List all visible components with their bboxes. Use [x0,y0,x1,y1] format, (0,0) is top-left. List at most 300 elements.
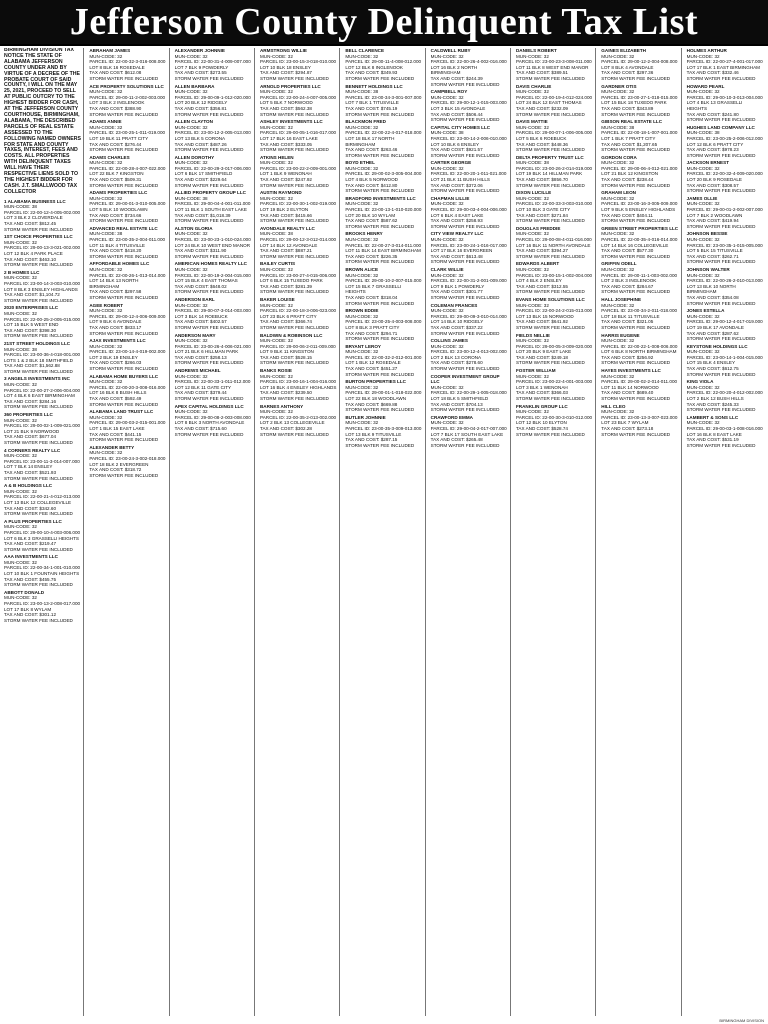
owner-name: A & B HOLDINGS LLC [4,483,53,489]
entry-detail-line: LOT 8 BLK 16 ROSEDALE [89,64,145,70]
entry-detail-line: MUN-CODE: 32 [430,384,464,390]
page-title: Jefferson County Delinquent Tax List [69,1,699,43]
entry-detail-line: PARCEL ID: 22-00-26-4-002-016.000 [430,59,507,65]
owner-name: AMERICAN HOMES REALTY LLC [174,261,247,267]
entry-detail-line: MUN-CODE: 38 [259,231,293,237]
tax-listing-entry [687,267,764,306]
entry-detail-line: TAX AND COST: $562.38 [259,105,312,111]
entry-detail-line: MUN-CODE: 32 [259,266,293,272]
entry-detail-line: STORM WATER FEE INCLUDED [89,182,159,188]
entry-detail-line: STORM WATER FEE INCLUDED [345,407,415,413]
entry-detail-line: MUN-CODE: 32 [515,373,549,379]
entry-detail-line: PARCEL ID: 22-00-20-1-011-021.000 [430,171,507,177]
entry-detail-line: TAX AND COST: $1,018.39 [174,212,231,218]
entry-detail-line: MUN-CODE: 32 [89,414,123,420]
entry-detail-line: STORM WATER FEE INCLUDED [515,75,585,81]
entry-detail-line: TAX AND COST: $337.22 [430,324,483,330]
entry-detail-line: MUN-CODE: 32 [345,237,379,242]
owner-name: JACKSON ERNEST [686,160,729,166]
entry-detail-line: STORM WATER FEE INCLUDED [515,324,585,330]
entry-detail-line: STORM WATER FEE INCLUDED [89,330,159,336]
entry-detail-line: TAX AND COST: $833.17 [89,324,142,330]
owner-name: DOUGLAS FREDDIE [515,225,561,231]
tax-listing-entry [687,379,764,413]
entry-detail-line: PARCEL ID: 22-00-27-2-006-004.000 [4,387,81,393]
entry-detail-line: LOT 3 BLK 2 CLOVERDALE [4,215,63,221]
tax-listing-entry [175,226,252,260]
entry-detail-line: PARCEL ID: 23-00-35-1-015-005.000 [686,242,763,248]
owner-name: BURTON PROPERTIES LLC [345,379,406,385]
tax-listing-entry [601,404,678,438]
entry-detail-line: LOT 18 BLK 5 SMITHFIELD [430,396,489,402]
footer-mark: BIRMINGHAM DIVISION [719,1018,764,1023]
entry-detail-line: PARCEL ID: 22-00-30-1-002-019.000 [259,201,337,207]
entry-detail-line: STORM WATER FEE INCLUDED [601,182,671,188]
tax-listing-entry [345,267,422,306]
entry-detail-line: LOT 6 BLK 15 TUXEDO PARK [259,278,323,284]
entry-detail-line: PARCEL ID: 23-00-12-2-005-013.000 [174,130,251,136]
entry-detail-line: LOT 8 BLK 3 NORTH AVONDALE [174,420,245,426]
entry-detail-line: TAX AND COST: $689.40 [601,390,654,396]
entry-detail-line: STORM WATER FEE INCLUDED [4,404,73,410]
entry-detail-line: PARCEL ID: 29-00-10-2-007-015.000 [345,278,422,284]
owner-name: BELL CLARENCE [345,48,385,53]
entry-detail-line: LOT 19 BLK 17 AVONDALE [686,324,744,330]
owner-name: HUGHES LAND COMPANY LLC [686,124,755,130]
owner-name: DANIELS ROBERT [515,48,557,53]
entry-detail-line: LOT 12 BLK 8 INGLENOOK [345,64,403,70]
entry-detail-line: PARCEL ID: 29-00-12-3-012-014.000 [259,237,337,242]
entry-detail-line: PARCEL ID: 29-00-04-4-001-011.000 [174,201,251,207]
owner-name: GORDON CORA [601,154,637,160]
entry-detail-line: TAX AND COST: $354.08 [686,294,739,300]
entry-detail-line: PARCEL ID: 22-00-25-2-005-015.000 [4,316,81,322]
entry-detail-line: PARCEL ID: 22-00-28-4-007-022.000 [89,165,166,171]
entry-detail-line: TAX AND COST: $349.93 [345,70,398,76]
entry-detail-line: STORM WATER FEE INCLUDED [174,289,244,295]
owner-name: ALABAMA LAND TRUST LLC [89,409,154,415]
owner-name: GARDNER OTIS [601,83,637,89]
entry-detail-line: PARCEL ID: 29-00-10-4-003-006.000 [4,529,81,535]
entry-detail-line: TAX AND COST: $265.48 [430,437,483,443]
entry-detail-line: STORM WATER FEE INCLUDED [345,152,415,158]
tax-listing-entry [89,409,166,443]
tax-listing-entry [4,270,81,304]
entry-detail-line: STORM WATER FEE INCLUDED [686,223,756,229]
entry-detail-line: TAX AND COST: $258.93 [430,218,483,224]
entry-detail-line: TAX AND COST: $677.04 [4,434,56,440]
entry-detail-line: PARCEL ID: 23-00-16-3-005-009.000 [601,201,678,207]
entry-detail-line: MUN-CODE: 32 [601,266,635,272]
entry-detail-line: LOT 3 BLK 1 WENONAH [515,384,568,390]
tax-listing-entry [601,297,678,331]
owner-name: KEYSTONE HOLDINGS LLC [686,343,748,349]
entry-detail-line: PARCEL ID: 29-00-02-3-005-004.000 [345,171,422,177]
owner-name: CAMPBELL ROY [430,89,468,95]
entry-detail-line: MUN-CODE: 32 [515,338,549,344]
tax-listing-entry [345,84,422,118]
owner-name: ANDERSON EARL [174,296,215,302]
owner-name: GRIFFIN ODELL [601,261,637,267]
tax-notice-intro: BIRMINGHAM DIVISION TAX NOTICE THE STATE OF ALABAMA JEFFERSON COUNTY UNDER AND BY VIRTUE OF A DECREE OF THE PROBATE COURT OF SAID COUNTY, I WILL ON THE MAY 25, 2021, PROCEED TO SELL AT PUBLIC OUTCRY TO THE HIGHEST BIDDER FOR CASH, AT THE JEFFERSON COUNTY COURTHOUSE, BIRMINGHAM, ALABAMA, THE DESCRIBED PARCELS OF REAL ESTATE ASSESSED TO THE FOLLOWING NAMED OWNERS FOR STATE AND COUNTY TAXES, INTEREST, FEES AND COSTS. ALL PROPERTIES WITH DELINQUENT TAXES WILL HAVE THEIR RESPECTIVE LIENS SOLD TO THE HIGHEST BIDDER FOR CASH. J.T. SMALLWOOD TAX COLLECTOR [4,48,81,195]
entry-detail-line: MUN-CODE: 32 [345,201,379,207]
entry-detail-line: TAX AND COST: $388.90 [89,105,142,111]
entry-detail-line: STORM WATER FEE INCLUDED [4,297,73,303]
entry-detail-line: LOT 17 BLK 1 EAST BIRMINGHAM [686,64,760,70]
entry-detail-line: PARCEL ID: 22-00-33-1-011-012.000 [174,379,251,385]
entry-detail-line: MUN-CODE: 32 [686,53,720,59]
entry-detail-line: STORM WATER FEE INCLUDED [174,360,244,366]
entry-detail-line: LOT 17 BLK 16 EAST LAKE [259,135,318,141]
entry-detail-line: STORM WATER FEE INCLUDED [430,259,500,265]
entry-detail-line: LOT 16 BLK 4 ENSLEY HIGHLANDS [259,384,337,390]
column-5 [343,48,425,1016]
entry-detail-line: STORM WATER FEE INCLUDED [601,431,671,437]
entry-detail-line: LOT 4 BLK 13 GRASSELLI HEIGHTS [686,100,743,111]
owner-name: ANDREWS MICHAEL [174,368,221,374]
entry-detail-line: TAX AND COST: $271.84 [515,212,568,218]
entry-detail-line: MUN-CODE: 38 [174,195,208,201]
entry-detail-line: PARCEL ID: 22-00-31-2-001-009.000 [430,278,507,284]
owner-name: HAYES INVESTMENTS LLC [601,368,661,374]
entry-detail-line: STORM WATER FEE INCLUDED [259,111,329,117]
entry-detail-line: MUN-CODE: 32 [174,160,208,166]
tax-listing-entry [260,48,337,82]
owner-name: DAVIS MATTIE [515,119,548,125]
tax-listing-entry [175,155,252,189]
entry-detail-line: LOT 1 BLK 15 EAST LAKE [89,426,145,431]
tax-listing-entry [431,89,508,123]
entry-detail-line: LOT 3 BLK 14 ROEBUCK [174,313,228,319]
tax-listing-entry [89,190,166,224]
entry-detail-line: MUN-CODE: 32 [686,313,720,319]
owner-name: GAINES ELIZABETH [601,48,646,53]
entry-detail-line: LOT 10 BLK 1 FOUNTAIN HEIGHTS [4,571,80,577]
column-1 [2,48,84,1016]
entry-detail-line: PARCEL ID: 29-00-10-3-013-004.000 [686,94,763,100]
entry-detail-line: MUN-CODE: 38 [89,231,123,237]
owner-name: ALABAMA HOME BUYERS LLC [89,373,159,379]
entry-detail-line: PARCEL ID: 22-00-19-2-004-015.000 [174,272,251,278]
owner-name: AUSTIN RAYMOND [259,190,302,196]
entry-detail-line: PARCEL ID: 29-00-12-4-006-009.000 [89,313,166,319]
entry-detail-line: TAX AND COST: $229.64 [174,177,227,183]
entry-detail-line: STORM WATER FEE INCLUDED [259,147,329,153]
entry-detail-line: STORM WATER FEE INCLUDED [259,360,329,366]
entry-detail-line: PARCEL ID: 23-00-24-3-002-018.000 [89,455,166,461]
entry-detail-line: MUN-CODE: 32 [259,160,293,166]
entry-detail-line: PARCEL ID: 22-00-30-3-010-012.000 [515,414,593,420]
entry-detail-line: PARCEL ID: 23-00-25-2-006-012.000 [686,135,763,141]
entry-detail-line: TAX AND COST: $412.80 [345,182,398,188]
entry-detail-line: TAX AND COST: $669.88 [345,401,398,407]
owner-name: AAA INVESTMENTS LLC [4,554,58,560]
entry-detail-line: PARCEL ID: 22-00-24-2-015-013.000 [515,308,593,314]
entry-detail-line: LOT 7 BLK 9 POWDERLY [174,64,229,70]
tax-listing-entry [4,412,81,446]
entry-detail-line: STORM WATER FEE INCLUDED [259,289,329,295]
entry-detail-line: LOT 11 BLK 14 NORWOOD [601,384,659,390]
entry-detail-line: MUN-CODE: 32 [430,201,464,207]
entry-detail-line: STORM WATER FEE INCLUDED [174,75,244,81]
tax-listing-entry [260,368,337,402]
entry-detail-line: STORM WATER FEE INCLUDED [174,324,244,330]
entry-detail-line: STORM WATER FEE INCLUDED [430,294,500,300]
entry-detail-line: MUN-CODE: 32 [515,266,549,272]
entry-detail-line: PARCEL ID: 22-00-12-4-005-002.000 [4,209,81,215]
tax-listing-entry [4,305,81,339]
entry-detail-line: MUN-CODE: 32 [259,89,293,95]
entry-detail-line: MUN-CODE: 32 [89,308,123,314]
tax-listing-entry [601,190,678,224]
entry-detail-line: STORM WATER FEE INCLUDED [89,294,159,300]
entry-detail-line: MUN-CODE: 32 [686,237,720,242]
entry-detail-line: TAX AND COST: $521.93 [4,469,56,475]
tax-listing-entry [260,404,337,438]
entry-detail-line: STORM WATER FEE INCLUDED [174,218,244,224]
entry-detail-line: TAX AND COST: $455.75 [4,576,56,582]
tax-listing-entry [260,190,337,224]
entry-detail-line: PARCEL ID: 22-00-32-2-012-001.000 [345,354,422,360]
entry-detail-line: LOT 2 BLK 12 BUSH HILLS [686,396,744,402]
entry-detail-line: PARCEL ID: 29-00-07-1-006-005.000 [515,130,593,136]
entry-detail-line: TAX AND COST: $308.57 [686,182,739,188]
entry-detail-line: TAX AND COST: $715.60 [174,426,227,431]
entry-detail-line: LOT 14 BLK 16 COLLEGEVILLE [601,242,669,248]
owner-name: HARRIS EUGENE [601,332,640,338]
entry-detail-line: LOT 7 BLK 17 SOUTH EAST LAKE [430,431,504,437]
tax-listing-entry [89,374,166,408]
entry-detail-line: TAX AND COST: $321.05 [601,319,654,325]
entry-detail-line: TAX AND COST: $258.13 [174,354,227,360]
owner-name: 1ST CHOICE PROPERTIES LLC [4,234,73,240]
entry-detail-line: PARCEL ID: 23-00-11-3-014-007.000 [4,458,80,464]
entry-detail-line: PARCEL ID: 23-00-23-1-010-024.000 [174,237,251,242]
entry-detail-line: PARCEL ID: 29-00-06-2-011-009.000 [259,343,336,349]
entry-detail-line: MUN-CODE: 32 [430,94,464,100]
entry-detail-line: STORM WATER FEE INCLUDED [430,407,500,413]
entry-detail-line: MUN-CODE: 38 [686,130,720,136]
owner-name: AJAX INVESTMENTS LLC [89,338,146,344]
entry-detail-line: STORM WATER FEE INCLUDED [515,218,585,224]
entry-detail-line: TAX AND COST: $379.44 [174,390,227,396]
entry-detail-line: PARCEL ID: 22-00-35-2-013-002.000 [259,414,337,420]
entry-detail-line: MUN-CODE: 32 [686,89,720,95]
tax-listing-entry [431,374,508,413]
owner-name: ARMSTRONG WILLIE [259,48,307,53]
tax-listing-entry [89,445,166,479]
entry-detail-line: LOT 10 BLK 18 ENSLEY [259,64,311,70]
entry-detail-line: PARCEL ID: 22-00-33-3-003-010.000 [515,201,593,207]
entry-detail-line: TAX AND COST: $451.27 [345,366,398,372]
owner-name: JOHNSON WALTER [686,266,730,272]
entry-detail-line: MUN-CODE: 32 [259,409,293,415]
entry-detail-line: MUN-CODE: 38 [515,160,549,166]
owner-name: BROWN EDDIE [345,308,379,314]
entry-detail-line: STORM WATER FEE INCLUDED [345,188,415,194]
owner-name: CRAWFORD EMMA [430,414,474,420]
entry-detail-line: MUN-CODE: 38 [4,346,37,352]
entry-detail-line: STORM WATER FEE INCLUDED [345,336,415,342]
entry-detail-line: STORM WATER FEE INCLUDED [345,371,415,377]
entry-detail-line: STORM WATER FEE INCLUDED [4,262,73,268]
entry-detail-line: MUN-CODE: 32 [4,382,37,388]
entry-detail-line: TAX AND COST: $287.15 [345,437,398,443]
entry-detail-line: LOT 12 BLK 4 PARK PLACE [4,251,63,256]
entry-detail-line: MUN-CODE: 32 [4,239,37,245]
entry-detail-line: TAX AND COST: $448.36 [515,141,568,147]
entry-detail-line: MUN-CODE: 32 [174,338,208,344]
entry-detail-line: LOT 16 BLK 8 BUSH HILLS [89,390,147,396]
tax-listing-entry [175,368,252,402]
entry-detail-line: PARCEL ID: 23-00-13-1-010-020.000 [345,207,422,213]
tax-listing-entry [687,308,764,342]
entry-detail-line: LOT 7 BLK 1 TITUSVILLE [345,100,399,106]
entry-detail-line: TAX AND COST: $812.45 [4,221,56,227]
owner-name: ALLEN BARBARA [174,83,215,89]
entry-detail-line: PARCEL ID: 22-00-22-1-008-006.000 [601,343,678,349]
entry-detail-line: TAX AND COST: $318.72 [89,467,142,473]
entry-detail-line: PARCEL ID: 29-00-13-3-021-002.000 [4,245,81,251]
entry-detail-line: LOT 14 BLK 10 RIDGELY [430,319,484,325]
entry-detail-line: STORM WATER FEE INCLUDED [686,371,756,377]
owner-name: DIXON LUCILLE [515,190,552,196]
entry-detail-line: TAX AND COST: $276.44 [89,141,142,147]
entry-detail-line: TAX AND COST: $415.66 [259,212,312,218]
entry-detail-line: MUN-CODE: 38 [601,124,635,130]
entry-detail-line: STORM WATER FEE INCLUDED [515,253,585,259]
entry-detail-line: MUN-CODE: 32 [174,124,208,130]
entry-detail-line: PARCEL ID: 29-00-09-1-012-020.000 [174,94,251,100]
entry-detail-line: PARCEL ID: 23-00-25-1-011-019.000 [89,130,166,136]
entry-detail-line: MUN-CODE: 32 [4,524,37,530]
entry-detail-line: TAX AND COST: $239.50 [259,390,312,396]
entry-detail-line: MUN-CODE: 32 [601,89,635,95]
entry-detail-line: PARCEL ID: 29-00-01-2-002-007.000 [686,207,763,213]
entry-detail-line: LOT 9 BLK 11 KINGSTON [259,349,314,355]
entry-detail-line: LOT 13 BLK 9 TITUSVILLE [345,431,402,437]
owner-name: APEX CAPITAL HOLDINGS LLC [174,403,244,409]
owner-name: FOSTER WILLIAM [515,368,556,374]
owner-name: CALDWELL RUBY [430,48,471,53]
owner-name: ARNOLD PROPERTIES LLC [259,83,321,89]
entry-detail-line: MUN-CODE: 32 [345,165,379,171]
tax-listing-entry [345,415,422,449]
tax-listing-entry [431,125,508,159]
tax-listing-entry [516,84,593,118]
entry-detail-line: STORM WATER FEE INCLUDED [430,223,500,229]
entry-detail-line: MUN-CODE: 32 [430,165,464,171]
tax-listing-entry [260,226,337,260]
entry-detail-line: TAX AND COST: $241.80 [686,111,739,117]
owner-name: JOHNSON BESSIE [686,231,728,237]
entry-detail-line: MUN-CODE: 32 [4,275,37,281]
entry-detail-line: LOT 5 BLK 6 ROEBUCK [515,135,567,141]
owner-name: CAPITAL CITY HOMES LLC [430,124,491,130]
entry-detail-line: TAX AND COST: $856.70 [515,177,568,183]
entry-detail-line: STORM WATER FEE INCLUDED [259,431,329,437]
entry-detail-line: PARCEL ID: 22-00-18-3-006-023.000 [259,308,337,314]
entry-detail-line: LOT 1 BLK 12 ROSEDALE [345,360,401,366]
tax-listing-entry [4,234,81,268]
entry-detail-line: MUN-CODE: 32 [174,409,208,415]
entry-detail-line: LOT 8 BLK 3 PRATT CITY [345,324,400,330]
entry-detail-line: LOT 5 BLK 7 NORWOOD [259,100,313,106]
owner-name: ADAMS CHARLES [89,154,130,160]
entry-detail-line: PARCEL ID: 22-00-21-4-012-013.000 [4,494,81,500]
entry-detail-line: TAX AND COST: $463.10 [4,256,56,262]
entry-detail-line: LOT 15 BLK 18 TUXEDO PARK [601,100,667,106]
entry-detail-line: LOT 9 BLK 6 AVONDALE [89,319,142,325]
tax-listing-entry [431,231,508,265]
tax-listing-entry [431,196,508,230]
entry-detail-line: TAX AND COST: $343.89 [601,105,654,111]
entry-detail-line: TAX AND COST: $294.87 [259,70,312,76]
tax-listing-entry [89,119,166,153]
entry-detail-line: PARCEL ID: 22-00-18-1-007-001.000 [601,130,678,136]
entry-detail-line: PARCEL ID: 29-00-03-1-008-016.000 [686,426,763,431]
entry-detail-line: LOT 2 BLK 13 COLLEGEVILLE [259,420,325,426]
entry-detail-line: TAX AND COST: $418.20 [89,248,142,254]
entry-detail-line: TAX AND COST: $402.57 [174,319,227,325]
entry-detail-line: PARCEL ID: 23-00-27-4-015-006.000 [259,272,337,278]
entry-detail-line: STORM WATER FEE INCLUDED [259,396,329,402]
owner-name: FRANKLIN GROUP LLC [515,403,568,409]
entry-detail-line: STORM WATER FEE INCLUDED [4,226,73,232]
entry-detail-line: LOT 14 BLK 13 NORTH BIRMINGHAM [89,278,139,289]
entry-detail-line: LOT 13 BLK 5 CORONA [174,135,226,141]
entry-detail-line: STORM WATER FEE INCLUDED [601,147,671,153]
entry-detail-line: TAX AND COST: $287.62 [686,330,739,336]
entry-detail-line: MUN-CODE: 32 [345,420,379,426]
entry-detail-line: TAX AND COST: $249.18 [515,354,568,360]
entry-detail-line: PARCEL ID: 29-00-11-2-002-003.000 [89,94,166,100]
entry-detail-line: TAX AND COST: $978.23 [686,147,739,153]
entry-detail-line: STORM WATER FEE INCLUDED [345,75,415,81]
entry-detail-line: PARCEL ID: 22-00-29-3-017-006.000 [174,165,251,171]
tax-listing-entry [260,297,337,331]
tax-listing-entry [260,333,337,367]
entry-detail-line: STORM WATER FEE INCLUDED [686,188,756,194]
entry-detail-line: LOT 18 BLK 17 NORTH BIRMINGHAM [345,135,395,147]
entry-detail-line: MUN-CODE: 32 [259,124,293,130]
tax-listing-entry [89,226,166,260]
entry-detail-line: LOT 8 BLK 3 ENSLEY HIGHLANDS [4,286,78,292]
entry-detail-line: PARCEL ID: 22-00-27-4-001-017.000 [686,59,763,65]
column-2 [87,48,169,1016]
entry-detail-line: STORM WATER FEE INCLUDED [686,152,756,158]
tax-listing-entry [175,297,252,331]
entry-detail-line: TAX AND COST: $301.77 [430,289,483,295]
entry-detail-line: STORM WATER FEE INCLUDED [4,333,73,339]
entry-detail-line: LOT 23 BLK 6 PRATT CITY [259,313,317,319]
entry-detail-line: LOT 19 BLK 11 PRATT CITY [89,135,149,141]
entry-detail-line: LOT 13 BLK 15 NORWOOD [515,313,574,319]
entry-detail-line: PARCEL ID: 23-00-22-4-001-003.000 [515,379,593,385]
entry-detail-line: PARCEL ID: 29-00-06-4-012-021.000 [601,165,678,171]
entry-detail-line: LOT 3 BLK 15 AVONDALE [430,105,486,111]
entry-detail-line: PARCEL ID: 23-00-15-1-002-004.000 [515,272,593,278]
masthead [0,0,768,46]
entry-detail-line: LOT 4 BLK 5 NORWOOD [345,177,398,183]
owner-name: COOPER INVESTMENT GROUP LLC [430,373,500,385]
entry-detail-line: LOT 6 BLK 3 GRASSELLI HEIGHTS [4,535,79,541]
tax-listing-entry [601,155,678,189]
owner-name: 4 CORNERS REALTY LLC [4,447,61,453]
owner-name: 360 PROPERTIES LLC [4,412,53,418]
entry-detail-line: LOT 14 BLK 12 AVONDALE [259,242,318,248]
owner-name: ALLEN DOROTHY [174,154,215,160]
